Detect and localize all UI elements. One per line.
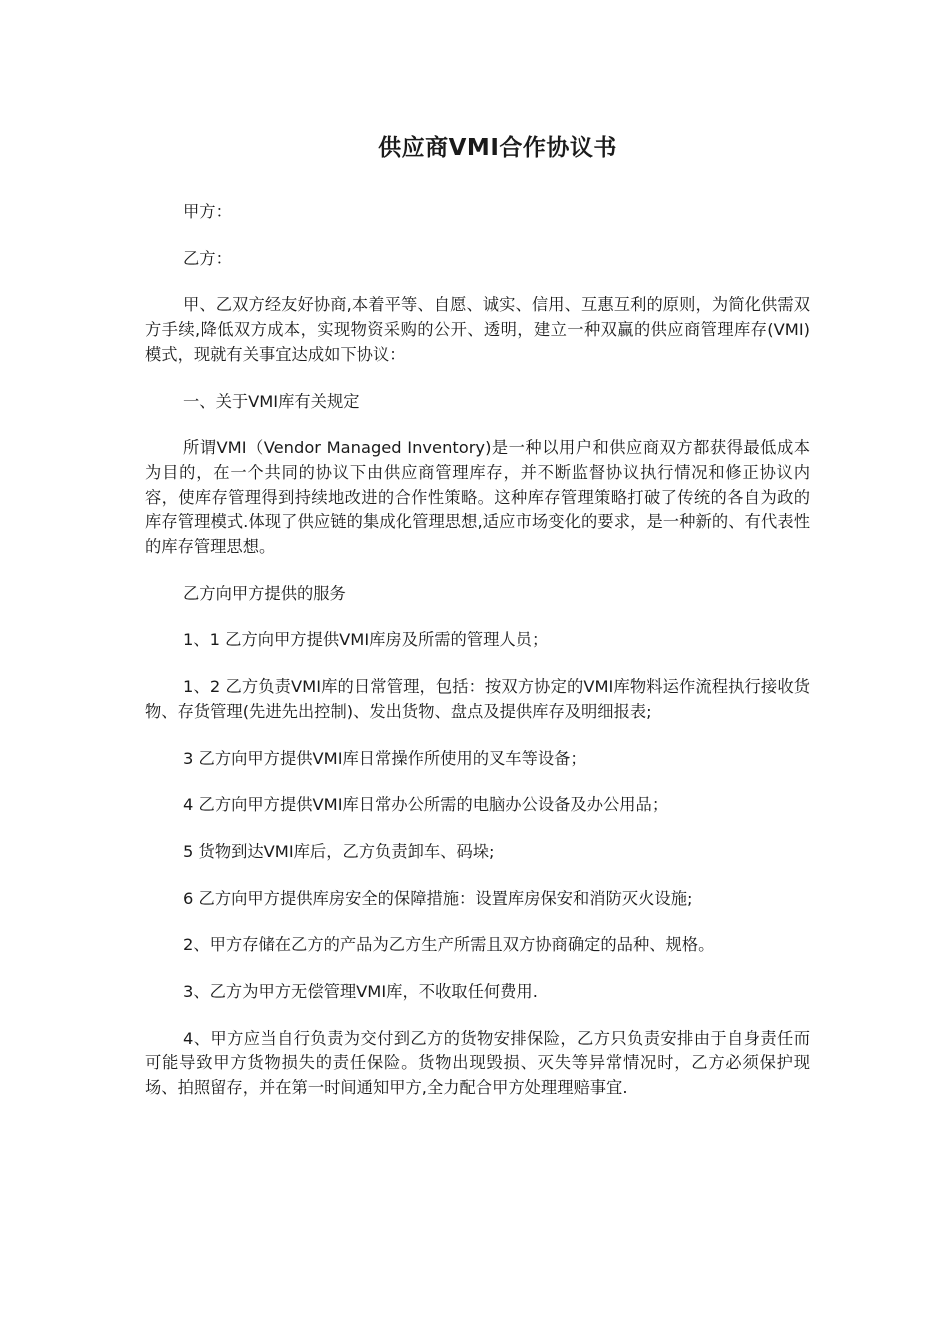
section-4-paragraph: 4、甲方应当自行负责为交付到乙方的货物安排保险，乙方只负责安排由于自身责任而可能导致甲方货物损失的责任保险。货物出现毁损、灭失等异常情况时，乙方必须保护现场、拍照留存，并在第一时间通知甲方,全力配合甲方处理理赔事宜.	[145, 1028, 810, 1098]
clause-1-1: 1、1 乙方向甲方提供VMI库房及所需的管理人员；	[183, 630, 549, 650]
preamble-paragraph: 甲、乙双方经友好协商,本着平等、自愿、诚实、信用、互惠互利的原则，为简化供需双方手续,降低双方成本，实现物资采购的公开、透明，建立一种双赢的供应商管理库存(VMI)模式，现就有关事宜达成如下协议：	[145, 295, 810, 364]
clause-6: 6 乙方向甲方提供库房安全的保障措施：设置库房保安和消防灭火设施;	[183, 888, 693, 908]
clause-4: 4 乙方向甲方提供VMI库日常办公所需的电脑办公设备及办公用品；	[183, 795, 669, 815]
document-title: 供应商VMI合作协议书	[378, 135, 617, 161]
section-3-paragraph: 3、乙方为甲方无偿管理VMI库，不收取任何费用.	[183, 982, 538, 1002]
document-page	[145, 128, 810, 1123]
section-heading-vmi: 一、关于VMI库有关规定	[183, 391, 360, 411]
clause-3: 3 乙方向甲方提供VMI库日常操作所使用的叉车等设备；	[183, 748, 587, 768]
vmi-definition-paragraph: 所谓VMI（Vendor Managed Inventory)是一种以用户和供应商双方都获得最低成本为目的，在一个共同的协议下由供应商管理库存，并不断监督协议执行情况和修正协议内容，使库存管理得到持续地改进的合作性策略。这种库存管理策略打破了传统的各自为政的库存管理模式.体现了供应链的集成化管理思想,适应市场变化的要求，是一种新的、有代表性的库存管理思想。	[145, 438, 810, 557]
section-2-paragraph: 2、甲方存储在乙方的产品为乙方生产所需且双方协商确定的品种、规格。	[183, 935, 715, 955]
party-b-line: 乙方：	[183, 248, 232, 268]
clause-1-2: 1、2 乙方负责VMI库的日常管理，包括：按双方协定的VMI库物料运作流程执行接收货物、存货管理(先进先出控制)、发出货物、盘点及提供库存及明细报表;	[145, 677, 810, 721]
clause-5: 5 货物到达VMI库后，乙方负责卸车、码垛;	[183, 841, 495, 861]
services-heading: 乙方向甲方提供的服务	[183, 583, 346, 603]
party-a-line: 甲方：	[183, 202, 232, 221]
